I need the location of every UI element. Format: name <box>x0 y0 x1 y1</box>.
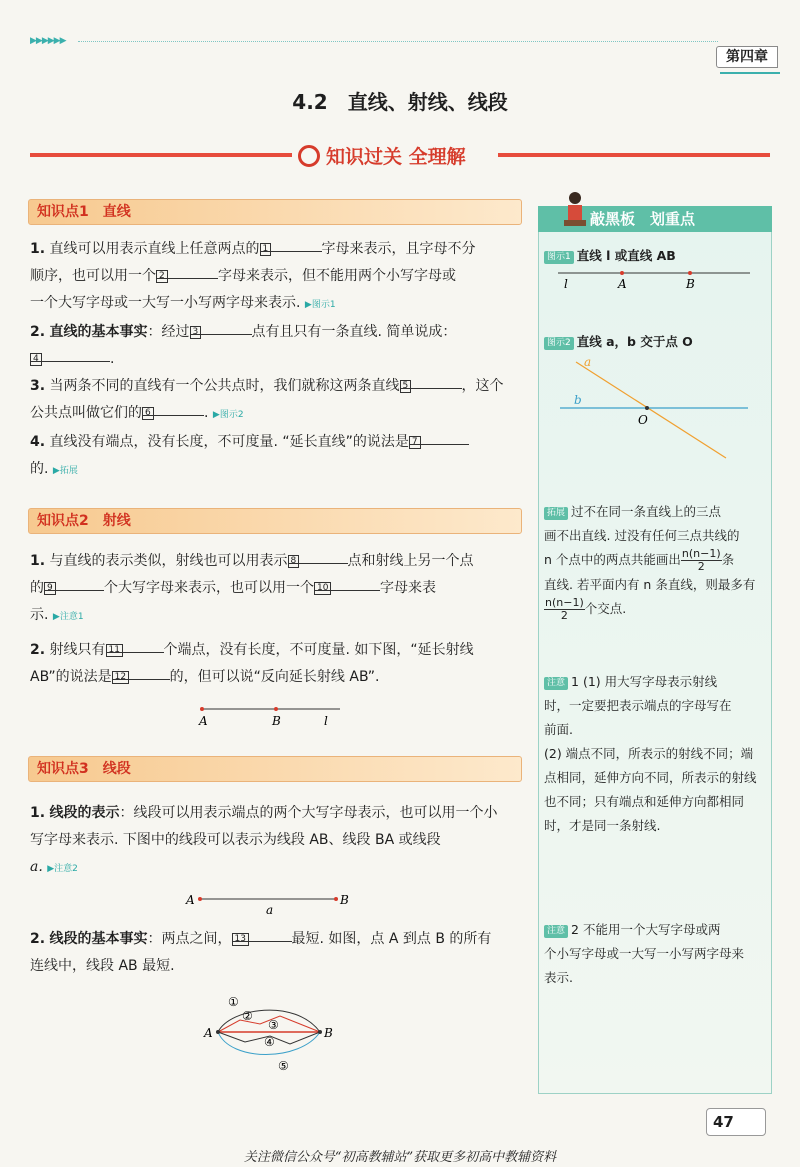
svg-text:a: a <box>584 355 592 369</box>
section2-content <box>30 548 524 691</box>
label-3: ③ <box>268 1018 279 1032</box>
point-o <box>645 406 649 410</box>
line-a <box>576 362 726 458</box>
banner-line-right <box>498 153 770 157</box>
blank[interactable]: 6 <box>142 400 204 416</box>
page-title: 4.2 直线、射线、线段 <box>292 90 508 114</box>
blank[interactable]: 11 <box>106 637 164 653</box>
fig1-caption: 图示1 直线 l 或直线 AB <box>544 244 766 268</box>
chapter-tab: 第四章 <box>716 46 778 68</box>
label-a: A <box>186 893 195 907</box>
teacher-icon <box>560 190 590 230</box>
svg-text:b: b <box>574 393 582 407</box>
fig2-intersect <box>556 354 756 462</box>
svg-text:A: A <box>618 277 627 291</box>
label-2: ② <box>242 1009 253 1023</box>
blank[interactable]: 1 <box>260 236 322 252</box>
blank[interactable]: 7 <box>409 429 469 445</box>
label-b: B <box>340 893 349 907</box>
item-4: 4. 直线没有端点，没有长度，不可度量. “延长直线”的说法是 7 的. ▶拓展 <box>30 429 524 485</box>
panel-header: 敲黑板 划重点 <box>538 206 772 232</box>
note-1: 注意 1 (1) 用大写字母表示射线 时，一定要把表示端点的字母写在 前面. (2) 端点不同，所表示的射线不同；端 点相同，延伸方向不同，所表示的射线 也不同；只有端点和延伸方向都相同 时，才是同一条射线. <box>544 674 757 833</box>
banner <box>298 142 466 169</box>
item-3: 3. 当两条不同的直线有一个公共点时，我们就称这两条直线 5 ，这个 公共点叫做它们的 6 . ▶图示2 <box>30 373 524 429</box>
item-2: 2. 直线的基本事实：经过 3 点有且只有一条直线. 简单说成： 4 . <box>30 319 524 373</box>
label-b: B <box>272 714 281 728</box>
point-a <box>216 1030 220 1034</box>
label-5: ⑤ <box>278 1059 289 1073</box>
blank[interactable]: 4 <box>30 346 110 362</box>
label-b: B <box>324 1026 333 1040</box>
ref-link[interactable]: ▶注意1 <box>52 612 84 622</box>
svg-text:B: B <box>686 277 695 291</box>
blank[interactable]: 5 <box>400 373 462 389</box>
point-b <box>334 897 338 901</box>
blank[interactable]: 10 <box>314 575 380 591</box>
ref-link[interactable]: ▶拓展 <box>52 466 78 476</box>
section3-item-2: 2. 线段的基本事实：两点之间， 13 最短. 如图，点 A 到点 B 的所有 连线中，线段 AB 最短. <box>30 926 524 980</box>
note-2: 注意 2 不能用一个大写字母或两 个小写字母或一大写一小写两字母来 表示. <box>544 922 745 985</box>
ray-figure <box>190 700 350 730</box>
item-1: 1. 直线可以用表示直线上任意两点的 1 字母来表示，且字母不分 顺序，也可以用一个 2 字母来表示，但不能用两个小写字母或 一个大写字母或一大写一小写两字母来表示. ▶图示1 <box>30 236 524 319</box>
fig-tag: 图示2 <box>544 337 574 350</box>
fraction: $\frac{n(n-1)}{2}$ <box>545 596 584 622</box>
footer-note: 关注微信公众号“初高教辅站”获取更多初高中教辅资料 <box>243 1150 557 1165</box>
blank[interactable]: 8 <box>288 548 348 564</box>
point-a <box>200 707 204 711</box>
point-b <box>318 1030 322 1034</box>
arrow-decoration: ▶▶▶▶▶▶ <box>30 36 66 46</box>
point-b <box>274 707 278 711</box>
ref-link[interactable]: ▶注意2 <box>47 864 78 874</box>
blank[interactable]: 9 <box>44 575 104 591</box>
page-number: 47 <box>706 1108 766 1136</box>
blank[interactable]: 13 <box>232 926 292 942</box>
swirl-icon <box>298 145 320 167</box>
point-a <box>198 897 202 901</box>
blank[interactable]: 2 <box>156 263 218 279</box>
item-2: 2. 射线只有 11 个端点，没有长度，不可度量. 如下图，“延长射线 AB”的说法是 12 的，但可以说“反向延长射线 AB”. <box>30 637 524 691</box>
fig2-caption: 图示2 直线 a，b 交于点 O <box>544 330 766 354</box>
ref-link[interactable]: ▶图示1 <box>304 300 336 310</box>
ref-link[interactable]: ▶图示2 <box>212 410 244 420</box>
label-4: ④ <box>264 1035 275 1049</box>
svg-text:l: l <box>564 277 568 291</box>
blank[interactable]: 12 <box>112 664 170 680</box>
section1-content <box>30 236 524 485</box>
top-rule <box>78 41 718 42</box>
svg-text:O: O <box>638 413 648 427</box>
label-a-lower: a <box>266 903 274 917</box>
label-1: ① <box>228 995 239 1009</box>
fig1-line <box>556 266 756 292</box>
section3-item-1: 1. 线段的表示：线段可以用表示端点的两个大写字母表示，也可以用一个小 写字母来表示. 下图中的线段可以表示为线段 AB、线段 BA 或线段 a. ▶注意2 <box>30 805 498 875</box>
chapter-underline <box>720 72 780 74</box>
fig-tag: 图示1 <box>544 251 574 264</box>
blank[interactable]: 3 <box>190 319 252 335</box>
section-header-rays: 知识点2 射线 <box>28 508 522 534</box>
label-a: A <box>199 714 208 728</box>
segment-figure <box>180 888 360 918</box>
paths-figure <box>200 990 340 1074</box>
section-header-lines: 知识点1 直线 <box>28 199 522 225</box>
section-header-segments: 知识点3 线段 <box>28 756 522 782</box>
item-1: 1. 与直线的表示类似，射线也可以用表示 8 点和射线上另一个点 的 9 个大写字母来表示，也可以用一个 10 字母来表 示. ▶注意1 <box>30 548 524 631</box>
fraction: $\frac{n(n-1)}{2}$ <box>681 547 721 573</box>
label-a: A <box>204 1026 213 1040</box>
extension-note: 拓展 过不在同一条直线上的三点 画不出直线. 过没有任何三点共线的 n 个点中的两点共能画出 $\frac{n(n-1)}{2}$ 条 直线. 若平面内有 n 条直线，则最多有 $\frac{n(n-1)}{2}$ 个交点. <box>544 504 756 622</box>
label-l: l <box>324 714 328 728</box>
banner-line-left <box>30 153 292 157</box>
point-a <box>620 271 624 275</box>
banner-text: 知识过关 全理解 <box>326 146 466 168</box>
point-b <box>688 271 692 275</box>
